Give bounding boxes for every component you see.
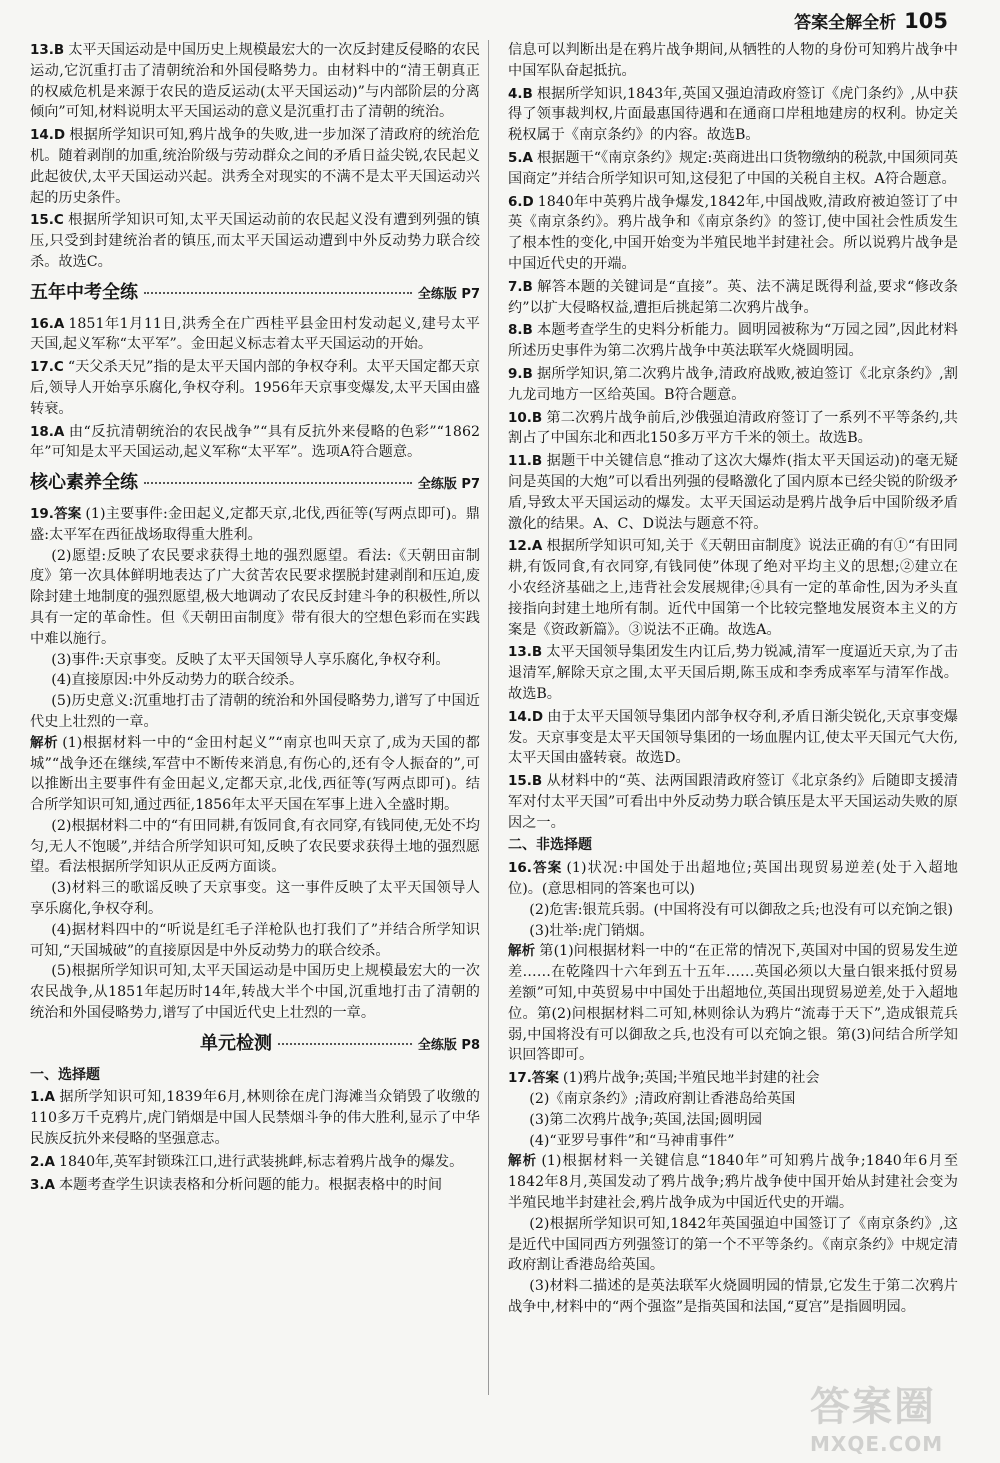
answer-text: 本题考查学生识读表格和分析问题的能力。根据表格中的时间 [58, 1176, 443, 1193]
answer-text: 据所学知识,第二次鸦片战争,清政府战败,被迫签订《北京条约》,割九龙司地方一区给英国。B符合题意。 [508, 365, 958, 403]
answer-text: (1)鸦片战争;英国;半殖民地半封建的社会 [562, 1070, 820, 1087]
analysis-text: (1)根据材料一关键信息“1840年”可知鸦片战争;1840年6月至1842年8月,英国发动了鸦片战争;鸦片战争使中国开始从封建社会变为半殖民地半封建社会,鸦片战争成为中国近代史的开端。 [508, 1153, 959, 1212]
answer-text: 根据所学知识可知,关于《天朝田亩制度》说法正确的有①“有田同耕,有饭同食,有衣同穿,有钱同使”体现了绝对平均主义的思想;②建立在小农经济基础之上,违背社会发展规律;④具有一定的革命性,因为矛头直接指向封建土地所有制。近代中国第一个比较完整地发展资本主义的方案是《资政新篇》。③说法不正确。故选A。 [508, 538, 958, 638]
answer-item [30, 314, 480, 356]
answer-text: 根据所学知识可知,太平天国运动前的农民起义没有遭到列强的镇压,只受到封建统治者的镇压,而太平天国运动遭到中外反动势力联合绞杀。故选C。 [30, 212, 480, 270]
answer-label: 13.B [508, 644, 543, 661]
answer-label: 17.C [30, 359, 64, 376]
answer-text: 第二次鸦片战争前后,沙俄强迫清政府签订了一系列不平等条约,共割占了中国东北和西北150多万平方千米的领土。故选B。 [508, 409, 958, 447]
answer-text: (1)主要事件:金田起义,定都天京,北伐,西征等(写两点即可)。鼎盛:太平军在西征战场取得重大胜利。 [30, 505, 480, 543]
answer-text: 太平天国领导集团发生内讧后,势力锐减,清军一度逼近天京,为了击退清军,解除天京之围,太平天国后期,陈玉成和李秀成率军与清军作战。故选B。 [508, 644, 958, 702]
answer-item [508, 408, 958, 450]
answer-item [508, 771, 958, 833]
section-title: 单元检测 [200, 1032, 272, 1054]
answer-text: 根据题干“《南京条约》规定:英商进出口货物缴纳的税款,中国须同英国商定”并结合所学知识可知,这侵犯了中国的关税自主权。A符合题意。 [508, 149, 958, 187]
continued-text: 信息可以判断出是在鸦片战争期间,从牺牲的人物的身份可知鸦片战争中中国军队奋起抵抗。 [508, 42, 958, 79]
answer-label: 11.B [508, 453, 543, 470]
analysis-label: 解析 [508, 1153, 538, 1170]
answer-label: 15.B [508, 773, 543, 790]
answer-text: 据所学知识可知,1839年6月,林则徐在虎门海滩当众销毁了收缴的110多万千克鸦片,虎门销烟是中国人民禁烟斗争的伟大胜利,显示了中华民族反抗外来侵略的坚强意志。 [30, 1089, 480, 1148]
section-heading [30, 1034, 480, 1057]
answer-label: 15.C [30, 212, 64, 229]
answer-text: (4)“亚罗号事件”和“马神甫事件” [529, 1132, 735, 1149]
answer-label: 19.答案 [30, 505, 82, 522]
answer-label: 16.A [30, 315, 65, 332]
page-number: 105 [904, 9, 948, 33]
answer-text: 从材料中的“英、法两国跟清政府签订《北京条约》后随即支援清军对付太平天国”可看出中外反动势力联合镇压是太平天国运动失败的原因之一。 [508, 773, 958, 831]
answer-label: 12.A [508, 538, 543, 555]
answer-item [508, 451, 958, 534]
analysis-text: (5)根据所学知识可知,太平天国运动是中国历史上规模最宏大的一次农民战争,从1851年起历时14年,转战大半个中国,沉重地打击了清朝的统治和外国侵略势力,谱写了中国近代史上壮烈的一章。 [30, 963, 480, 1022]
analysis-text: 第(1)问根据材料一中的“在正常的情况下,英国对中国的贸易发生逆差……在乾隆四十六年到五十五年……英国必须以大量白银来抵付贸易差额”可知,中英贸易中中国处于出超地位,英国出现贸易逆差,处于入超地位。第(2)问根据材料二可知,林则徐认为鸦片“流毒于天下”,造成银荒兵弱,中国将没有可以御敌之兵,也没有可以充饷之银。第(3)问结合所学知识回答即可。 [508, 943, 958, 1064]
section-title: 五年中考全练 [30, 281, 138, 303]
analysis-text: (2)根据所学知识可知,1842年英国强迫中国签订了《南京条约》,这是近代中国同西方列强签订的第一个不平等条约。《南京条约》中规定清政府割让香港岛给英国。 [508, 1215, 958, 1274]
answer-label: 14.D [30, 127, 66, 144]
answer-label: 17.答案 [508, 1070, 559, 1087]
watermark-url: MXQE.COM [810, 1432, 944, 1456]
answer-label: 8.B [508, 322, 533, 339]
answer-text: “天父杀天兄”指的是太平天国内部的争权夺利。太平天国定都天京后,领导人开始享乐腐化,争权夺利。1956年天京事变爆发,太平天国由盛转衰。 [30, 359, 480, 417]
answer-label: 5.A [508, 149, 533, 166]
analysis-label: 解析 [30, 734, 59, 751]
answer-block-19 [30, 504, 480, 1024]
answer-label: 1.A [30, 1089, 55, 1106]
answer-text: (2)愿望:反映了农民要求获得土地的强烈愿望。看法:《天朝田亩制度》第一次具体鲜明地表达了广大贫苦农民要求摆脱封建剥削和压迫,废除封建土地制度的强烈愿望,极大地调动了农民反封建斗争的积极性,所以具有一定的革命性。但《天朝田亩制度》带有很大的空想色彩而在实践中难以施行。 [30, 547, 480, 647]
answer-text: 解答本题的关键词是“直接”。英、法不满足既得利益,要求“修改条约”以扩大侵略权益,遭拒后挑起第二次鸦片战争。 [508, 278, 958, 316]
answer-text: 由于太平天国领导集团内部争权夺利,矛盾日渐尖锐化,天京事变爆发。天京事变是太平天国领导集团的一场血腥内讧,使太平天国元气大伤,太平天国由盛转衰。故选D。 [508, 708, 958, 767]
analysis-text: (2)根据材料二中的“有田同耕,有饭同食,有衣同穿,有钱同使,无处不均匀,无人不饱暖”,并结合所学知识可知,反映了农民要求获得土地的强烈愿望。看法根据所学知识从正反两方面谈。 [30, 817, 480, 876]
answer-label: 9.B [508, 365, 533, 382]
section-heading [30, 473, 480, 496]
answer-item [508, 84, 958, 146]
answer-text: 据题干中关键信息“推动了这次大爆炸(指太平天国运动)的毫无疑问是英国的大炮”可以看出列强的侵略激化了国内原本已经尖锐的阶级矛盾,导致太平天国运动的爆发。太平天国运动是鸦片战争后中国阶级矛盾激化的结果。A、C、D说法与题意不符。 [508, 453, 958, 532]
watermark-logo [810, 1375, 970, 1455]
answer-text: 根据所学知识,1843年,英国又强迫清政府签订《虎门条约》,从中获得了领事裁判权,片面最惠国待遇和在通商口岸租地建房的权利。协定关税权属于《南京条约》的内容。故选B。 [508, 85, 958, 144]
answer-label: 3.A [30, 1176, 55, 1193]
header-title: 答案全解全析 [794, 13, 897, 33]
answer-text: 本题考查学生的史料分析能力。圆明园被称为“万园之园”,因此材料所述历史事件为第二次鸦片战争中英法联军火烧圆明园。 [508, 322, 958, 360]
answer-text: (3)事件:天京事变。反映了太平天国领导人享乐腐化,争权夺利。 [51, 651, 450, 668]
section-ref: 全练版 P7 [417, 286, 480, 302]
answer-item [30, 210, 480, 272]
answer-item [508, 707, 958, 769]
answer-item [508, 277, 958, 319]
answer-text: (2)《南京条约》;清政府割让香港岛给英国 [529, 1091, 796, 1108]
answer-label: 6.D [508, 193, 534, 210]
right-column [508, 40, 958, 1320]
answer-text: 1851年1月11日,洪秀全在广西桂平县金田村发动起义,建号太平天国,起义军称“太平军”。金田起义标志着太平天国运动的开始。 [30, 315, 480, 353]
dotted-leader [278, 1043, 412, 1045]
answer-item [30, 422, 480, 464]
answer-item [30, 1087, 480, 1149]
watermark-text: 答案圈 [810, 1384, 936, 1430]
answer-item [508, 642, 958, 704]
answer-text: (1)状况:中国处于出超地位;英国出现贸易逆差(处于入超地位)。(意思相同的答案也可以) [508, 860, 958, 898]
dotted-leader [144, 482, 412, 484]
answer-block-16 [508, 858, 958, 1066]
answer-text: 根据所学知识可知,鸦片战争的失败,进一步加深了清政府的统治危机。随着剥削的加重,统治阶级与劳动群众之间的矛盾日益尖锐,农民起义此起彼伏,太平天国运动兴起。洪秀全对现实的不满不是太平天国运动兴起的历史条件。 [30, 127, 480, 206]
answer-item [508, 536, 958, 640]
analysis-text: (3)材料二描述的是英法联军火烧圆明园的情景,它发生于第二次鸦片战争中,材料中的“两个强盗”是指英国和法国,“夏宫”是指圆明园。 [508, 1278, 958, 1316]
answer-text: 由“反抗清朝统治的农民战争”“具有反抗外来侵略的色彩”“1862年”可知是太平天国运动,起义军称“太平军”。选项A符合题意。 [30, 423, 480, 461]
section-ref: 全练版 P8 [417, 1037, 480, 1053]
answer-item [30, 125, 480, 208]
answer-text: 太平天国运动是中国历史上规模最宏大的一次反封建反侵略的农民运动,它沉重打击了清朝统治和外国侵略势力。由材料中的“清王朝真正的权威危机是来源于农民的造反运动(太平天国运动)”与内部阶层的分离倾向”可知,材料说明太平天国运动的意义是沉重打击了清朝的统治。 [30, 42, 480, 121]
answer-label: 10.B [508, 409, 543, 426]
analysis-label: 解析 [508, 943, 536, 960]
answer-text: (4)直接原因:中外反动势力的联合绞杀。 [51, 672, 304, 689]
answer-text: (2)危害:银荒兵弱。(中国将没有可以御敌之兵;也没有可以充饷之银) [529, 901, 954, 918]
answer-text: (5)历史意义:沉重地打击了清朝的统治和外国侵略势力,谱写了中国近代史上壮烈的一章。 [30, 693, 480, 730]
section-ref: 全练版 P7 [417, 477, 480, 493]
answer-label: 14.D [508, 708, 544, 725]
analysis-text: (3)材料三的歌谣反映了天京事变。这一事件反映了太平天国领导人享乐腐化,争权夺利。 [30, 880, 480, 918]
answer-item [30, 1152, 480, 1173]
answer-item [30, 1175, 480, 1196]
answer-text: 1840年,英军封锁珠江口,进行武装挑衅,标志着鸦片战争的爆发。 [58, 1153, 464, 1170]
dotted-leader [144, 292, 412, 294]
answer-item [508, 364, 958, 406]
answer-text: (3)壮举:虎门销烟。 [529, 922, 654, 939]
answer-item [30, 357, 480, 419]
answer-label: 16.答案 [508, 860, 563, 877]
section-title: 核心素养全练 [30, 472, 138, 494]
answer-item [508, 320, 958, 362]
answer-label: 7.B [508, 278, 533, 295]
answer-label: 2.A [30, 1153, 55, 1170]
section-heading [30, 283, 480, 306]
answer-label: 18.A [30, 423, 65, 440]
answer-label: 13.B [30, 42, 65, 58]
answer-text: 1840年中英鸦片战争爆发,1842年,中国战败,清政府被迫签订了中英《南京条约》。鸦片战争和《南京条约》的签订,使中国社会性质发生了根本性的变化,中国开始变为半殖民地半封建社会。所以说鸦片战争是中国近代史的开端。 [508, 193, 958, 272]
answer-block-17 [508, 1068, 958, 1318]
left-column [30, 40, 480, 1197]
part-heading: 二、非选择题 [508, 837, 592, 854]
analysis-text: (4)据材料四中的“听说是红毛子洋枪队也打我们了”并结合所学知识可知,“天国城破”的直接原因是中外反动势力的联合绞杀。 [30, 921, 480, 959]
answer-item [508, 148, 958, 190]
answer-label: 4.B [508, 85, 533, 102]
page-header [794, 8, 948, 33]
part-heading: 一、选择题 [30, 1066, 100, 1083]
analysis-text: (1)根据材料一中的“金田村起义”“南京也叫天京了,成为天国的都城”“战争还在继续,军营中不断传来消息,有伤心的,还有令人振奋的”,可以推断出主要事件有金田起义,定都天京,北伐,西征等(写两点即可)。结合所学知识可知,通过西征,1856年太平天国在军事上进入全盛时期。 [30, 734, 480, 814]
answer-text: (3)第二次鸦片战争;英国,法国;圆明园 [529, 1111, 763, 1128]
answer-item [30, 40, 480, 123]
answer-item [508, 192, 958, 275]
column-divider [488, 40, 489, 1395]
